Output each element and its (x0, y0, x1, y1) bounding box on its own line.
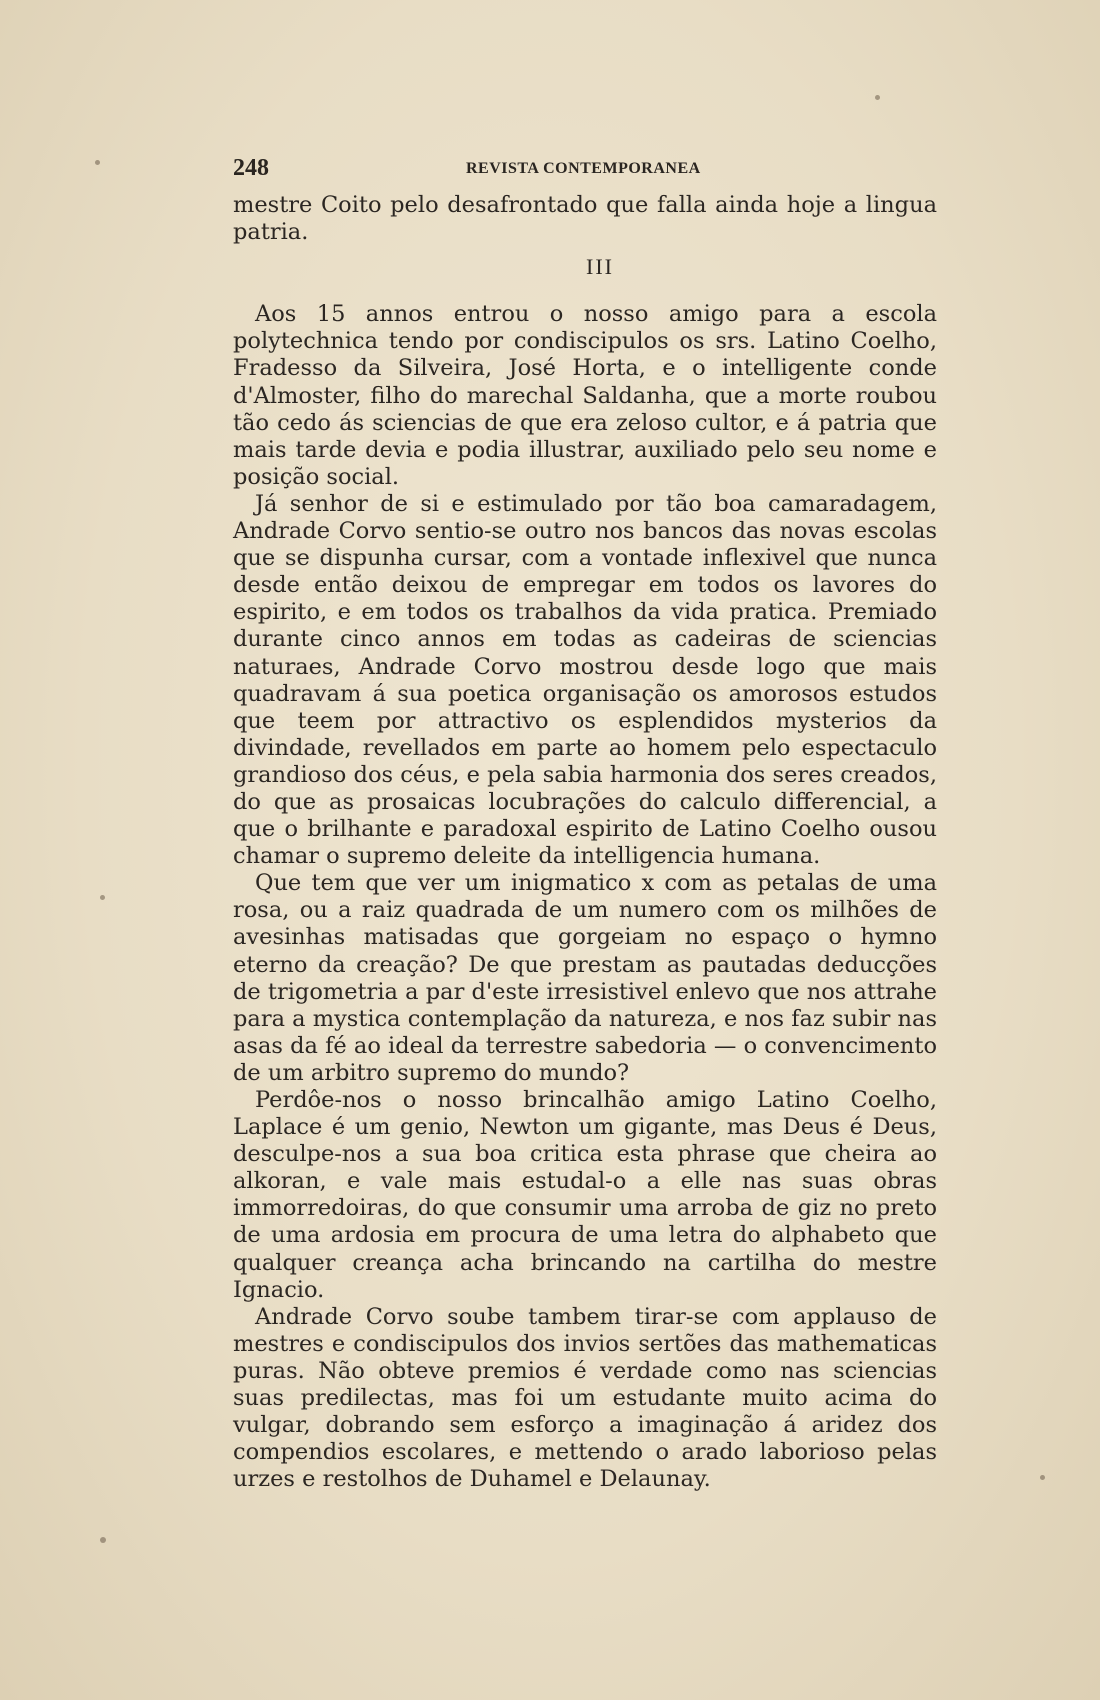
paper-speck (1040, 1475, 1045, 1480)
paragraph: Perdôe-nos o nosso brincalhão amigo Latino Coelho, Laplace é um genio, Newton um gigante, mas Deus é Deus, desculpe-nos a sua boa critica esta phrase que cheira ao alkoran, e vale mais estudal-o a elle nas suas obras immorredoiras, do que consumir uma arroba de giz no preto de uma ardosia em procura de uma letra do alphabeto que qualquer creança acha brincando na cartilha do mestre Ignacio. (233, 1087, 937, 1303)
paper-speck (100, 895, 105, 900)
section-heading: III (586, 254, 614, 280)
paragraph: Aos 15 annos entrou o nosso amigo para a escola polytechnica tendo por condiscipulos os srs. Latino Coelho, Fradesso da Silveira, José Horta, e o intelligente conde d'Almoster, filho do marechal Saldanha, que a morte roubou tão cedo ás sciencias de que era zeloso cultor, e á patria que mais tarde devia e podia illustrar, auxiliado pelo seu nome e posição social. (233, 301, 937, 490)
paragraph: Já senhor de si e estimulado por tão boa camaradagem, Andrade Corvo sentio-se outro nos bancos das novas escolas que se dispunha cursar, com a vontade inflexivel que nunca desde então deixou de empregar em todos os lavores do espirito, e em todos os trabalhos da vida pratica. Premiado durante cinco annos em todas as cadeiras de sciencias naturaes, Andrade Corvo mostrou desde logo que mais quadravam á sua poetica organisação os amorosos estudos que teem por attractivo os esplendidos mysterios da divindade, revellados em parte ao homem pelo espectaculo grandioso dos céus, e pela sabia harmonia dos seres creados, do que as prosaicas locubrações do calculo differencial, a que o brilhante e paradoxal espirito de Latino Coelho ousou chamar o supremo deleite da intelligencia humana. (233, 490, 937, 870)
page-number: 248 (233, 155, 269, 181)
paragraph: Andrade Corvo soube tambem tirar-se com applauso de mestres e condiscipulos dos invios sertões das mathematicas puras. Não obteve premios é verdade como nas sciencias suas predilectas, mas foi um estudante muito acima do vulgar, dobrando sem esforço a imaginação á aridez dos compendios escolares, e mettendo o arado laborioso pelas urzes e restolhos de Duhamel e Delaunay. (233, 1303, 937, 1493)
paper-speck (875, 95, 880, 100)
paper-speck (95, 160, 100, 165)
paper-speck (100, 1537, 106, 1543)
running-title: REVISTA CONTEMPORANEA (466, 160, 701, 177)
body-text (233, 192, 937, 1493)
page-header (233, 155, 937, 185)
intro-paragraph: mestre Coito pelo desafrontado que falla ainda hoje a lingua patria. (233, 192, 937, 246)
paragraph: Que tem que ver um inigmatico x com as petalas de uma rosa, ou a raiz quadrada de um numero com os milhões de avesinhas matisadas que gorgeiam no espaço o hymno eterno da creação? De que prestam as pautadas deducções de trigometria a par d'este irresistivel enlevo que nos attrahe para a mystica contemplação da natureza, e nos faz subir nas asas da fé ao ideal da terrestre sabedoria — o convencimento de um arbitro supremo do mundo? (233, 870, 937, 1086)
